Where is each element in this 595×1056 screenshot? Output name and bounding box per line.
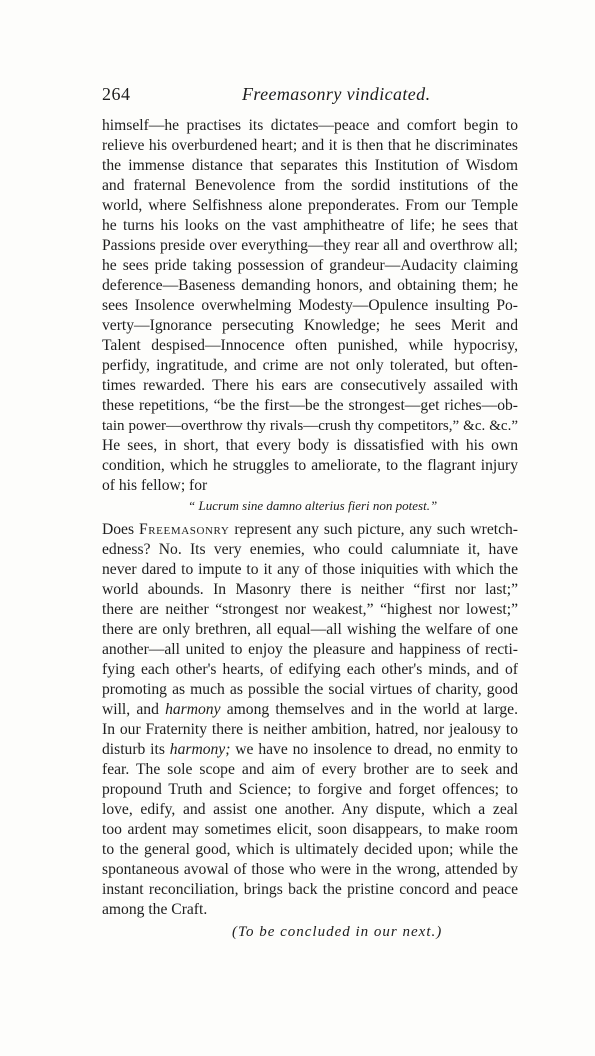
running-title: Freemasonry vindicated. xyxy=(242,84,431,104)
text-line: Passions preside over everything—they rear all and overthrow all; xyxy=(102,237,518,254)
text-line: He sees, in short, that every body is dissatisfied with his own xyxy=(102,437,518,454)
text-line: spontaneous avowal of those who were in the wrong, attended by xyxy=(102,861,518,878)
text-line: tain power—overthrow thy rivals—crush thy competitors,” &c. &c.” xyxy=(102,418,518,434)
text-line: promoting as much as possible the social virtues of charity, good xyxy=(102,681,518,698)
text-line: condition, which he struggles to ameliorate, to the flagrant injury xyxy=(102,457,518,474)
text-line: instant reconciliation, brings back the pristine concord and peace xyxy=(102,881,518,898)
freemasonry-small-caps: Freemasonry xyxy=(138,521,230,538)
text-line: fying each other's hearts, of edifying each other's minds, and of xyxy=(102,661,518,678)
page-header xyxy=(102,84,518,106)
italic-harmony: harmony; xyxy=(169,741,231,758)
text-line: there are neither “strongest nor weakest,” “highest nor lowest;” xyxy=(102,601,518,618)
page-number: 264 xyxy=(102,84,131,104)
text-line: propound Truth and Science; to forgive and forget offences; to xyxy=(102,781,518,798)
latin-quotation: “ Lucrum sine damno alterius fieri non potest.” xyxy=(188,498,438,513)
text-line: love, edify, and assist one another. Any dispute, which a zeal xyxy=(102,801,518,818)
text-line: Does Freemasonry represent any such picture, any such wretch- xyxy=(102,521,518,538)
text-line: these repetitions, “be the first—be the strongest—get riches—ob- xyxy=(102,397,518,414)
text-line: world, where Selfishness alone preponderates. From our Temple xyxy=(102,197,518,214)
text-line: sees Insolence overwhelming Modesty—Opulence insulting Po- xyxy=(102,297,518,314)
text-line: In our Fraternity there is neither ambition, hatred, nor jealousy to xyxy=(102,721,518,738)
text-line: times rewarded. There his ears are consecutively assailed with xyxy=(102,377,518,394)
text-line: another—all united to enjoy the pleasure and happiness of recti- xyxy=(102,641,518,658)
text-line: fear. The sole scope and aim of every brother are to seek and xyxy=(102,761,518,778)
text-line: to the general good, which is ultimately decided upon; while the xyxy=(102,841,518,858)
text-line: Talent despised—Innocence often punished, while hypocrisy, xyxy=(102,337,518,354)
text-line: will, and harmony among themselves and in the world at large. xyxy=(102,701,518,718)
text-line: world abounds. In Masonry there is neither “first nor last;” xyxy=(102,581,518,598)
text-line: himself—he practises its dictates—peace and comfort begin to xyxy=(102,117,518,134)
text-line: the immense distance that separates this Institution of Wisdom xyxy=(102,157,518,174)
text-line: relieve his overburdened heart; and it is then that he discriminates xyxy=(102,137,518,154)
text-line: and fraternal Benevolence from the sordid institutions of the xyxy=(102,177,518,194)
text-line: deference—Baseness demanding honors, and obtaining them; he xyxy=(102,277,518,294)
text-line: he sees pride taking possession of grandeur—Audacity claiming xyxy=(102,257,518,274)
italic-harmony: harmony xyxy=(165,701,221,718)
closing-note: (To be concluded in our next.) xyxy=(232,924,443,940)
text-line: never dared to impute to it any of those iniquities with which the xyxy=(102,561,518,578)
text-line: verty—Ignorance persecuting Knowledge; he sees Merit and xyxy=(102,317,518,334)
text-line: of his fellow; for xyxy=(102,477,208,494)
text-line: perfidy, ingratitude, and crime are not only tolerated, but often- xyxy=(102,357,518,374)
text-line: he turns his looks on the vast amphitheatre of life; he sees that xyxy=(102,217,518,234)
text-line: disturb its harmony; we have no insolence to dread, no enmity to xyxy=(102,741,518,758)
text-line: among the Craft. xyxy=(102,901,208,918)
text-line: there are only brethren, all equal—all wishing the welfare of one xyxy=(102,621,518,638)
text-line: too ardent may sometimes elicit, soon disappears, to make room xyxy=(102,821,518,838)
text-line: edness? No. Its very enemies, who could calumniate it, have xyxy=(102,541,518,558)
